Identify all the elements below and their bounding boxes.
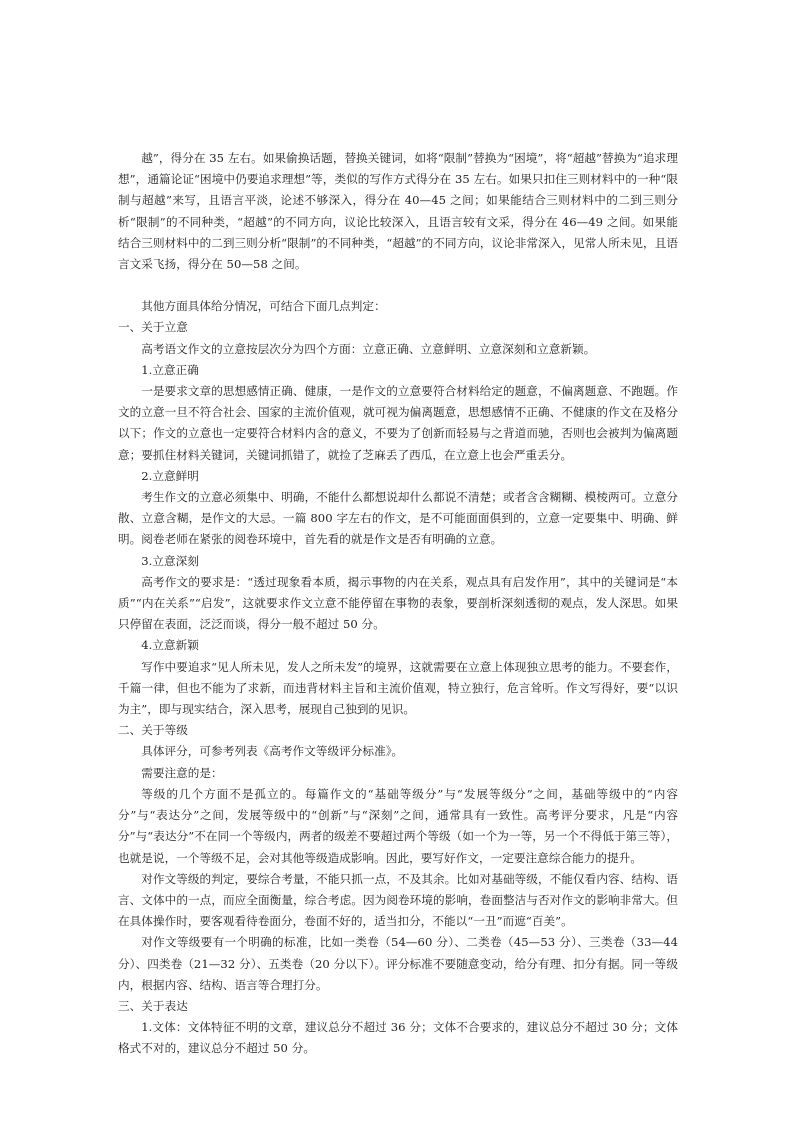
paragraph-other-aspects: 其他方面具体给分情况，可结合下面几点判定： (141, 299, 386, 314)
paragraph-grade-consistency: 等级的几个方面不是孤立的。每篇作文的“基础等级分”与“发展等级分”之间，基础等级中的“内容分”与“表达分”之间，发展等级中的“创新”与“深刻”之间，通常具有一致性。高考评分要求，凡是“内容分”与“表达分”不在同一个等级内，两者的级差不要超过两个等级（如一个为一等，另一个不得低于第三等），也就是说，一个等级不足，会对其他等级造成影响。因此，要写好作文，一定要注意综合能力的提升。 (118, 786, 678, 865)
paragraph-novel-theme: 写作中要追求“见人所未见，发人之所未发”的境界，这就需要在立意上体现独立思考的能力。不要套作，千篇一律，但也不能为了求新，而违背材料主旨和主流价值观，特立独行，危言耸听。作文写得好，要“以识为主”，即与现实结合，深入思考，展现自己独到的见识。 (118, 659, 678, 717)
paragraph-scoring-intro: 越”，得分在 35 左右。如果偷换话题，替换关键词，如将“限制”替换为“困境”，将“超越”替换为“追求理想”，通篇论证“困境中仍要追求理想”等，类似的写作方式得分在 35 左右。如果只扣住三则材料中的一种“限制与超越”来写，且语言平淡，论述不够深入，得分在 40—45 之间；如果能结合三则材料中的二到三则分析“限制”的不同种类，“超越”的不同方向，议论比较深入，且语言较有文采，得分在 46—49 之间。如果能结合三则材料中的二到三则分析“限制”的不同种类，“超越”的不同方向，议论非常深入，见常人所未见，且语言文采飞扬，得分在 50—58 之间。 (118, 151, 678, 272)
section-heading-2: 二、关于等级 (118, 723, 188, 738)
subheading-1-1: 1.立意正确 (141, 362, 199, 377)
section-heading-3: 三、关于表达 (118, 998, 188, 1013)
paragraph-correct-theme: 一是要求文章的思想感情正确、健康，一是作文的立意要符合材料给定的题意，不偏离题意、不跑题。作文的立意一旦不符合社会、国家的主流价值观，就可视为偏离题意，思想感情不正确、不健康的作文在及格分以下；作文的立意也一定要符合材料内含的意义，不要为了创新而轻易与之背道而驰，否则也会被判为偏离题意；要抓住材料关键词，关键词抓错了，就捡了芝麻丢了西瓜，在立意上也会严重丢分。 (118, 384, 678, 462)
paragraph-scoring-table: 具体评分，可参考列表《高考作文等级评分标准》。 (141, 744, 404, 759)
subheading-1-2: 2.立意鲜明 (141, 468, 199, 483)
section-heading-1: 一、关于立意 (118, 320, 188, 335)
paragraph-four-aspects: 高考语文作文的立意按层次分为四个方面：立意正确、立意鲜明、立意深刻和立意新颖。 (141, 341, 596, 356)
subheading-1-4: 4.立意新颖 (141, 638, 199, 653)
blank-line (118, 275, 678, 296)
paragraph-grade-judgement: 对作文等级的判定，要综合考量，不能只抓一点，不及其余。比如对基础等级，不能仅看内容、结构、语言、文体中的一点，而应全面衡量，综合考虑。因为阅卷环境的影响，卷面整洁与否对作文的影响非常大。但在具体操作时，要客观看待卷面分，卷面不好的，适当扣分，不能以“一丑”而遮“百美”。 (118, 871, 678, 929)
paragraph-genre: 1.文体：文体特征不明的文章，建议总分不超过 36 分；文体不合要求的，建议总分不超过 30 分；文体格式不对的，建议总分不超过 50 分。 (118, 1020, 678, 1056)
paragraph-clear-theme: 考生作文的立意必须集中、明确，不能什么都想说却什么都说不清楚；或者含含糊糊、模棱两可。立意分散、立意含糊，是作文的大忌。一篇 800 字左右的作文，是不可能面面俱到的，立意一定要集中、明确、鲜明。阅卷老师在紧张的阅卷环境中，首先看的就是作文是否有明确的立意。 (118, 490, 678, 547)
document-page (118, 148, 678, 1060)
paragraph-grade-standard: 对作文等级要有一个明确的标准，比如一类卷（54—60 分）、二类卷（45—53 分）、三类卷（33—44分）、四类卷（21—32 分）、五类卷（20 分以下）。评分标准不要随意变动，给分有理、扣分有据。同一等级内，根据内容、结构、语言等合理打分。 (118, 935, 678, 992)
subheading-1-3: 3.立意深刻 (141, 553, 199, 568)
paragraph-deep-theme: 高考作文的要求是：“透过现象看本质，揭示事物的内在关系，观点具有启发作用”，其中的关键词是“本质”“内在关系”“启发”，这就要求作文立意不能停留在事物的表象，要剖析深刻透彻的观点，发人深思。如果只停留在表面，泛泛而谈，得分一般不超过 50 分。 (118, 574, 678, 632)
paragraph-attention: 需要注意的是： (141, 765, 223, 780)
